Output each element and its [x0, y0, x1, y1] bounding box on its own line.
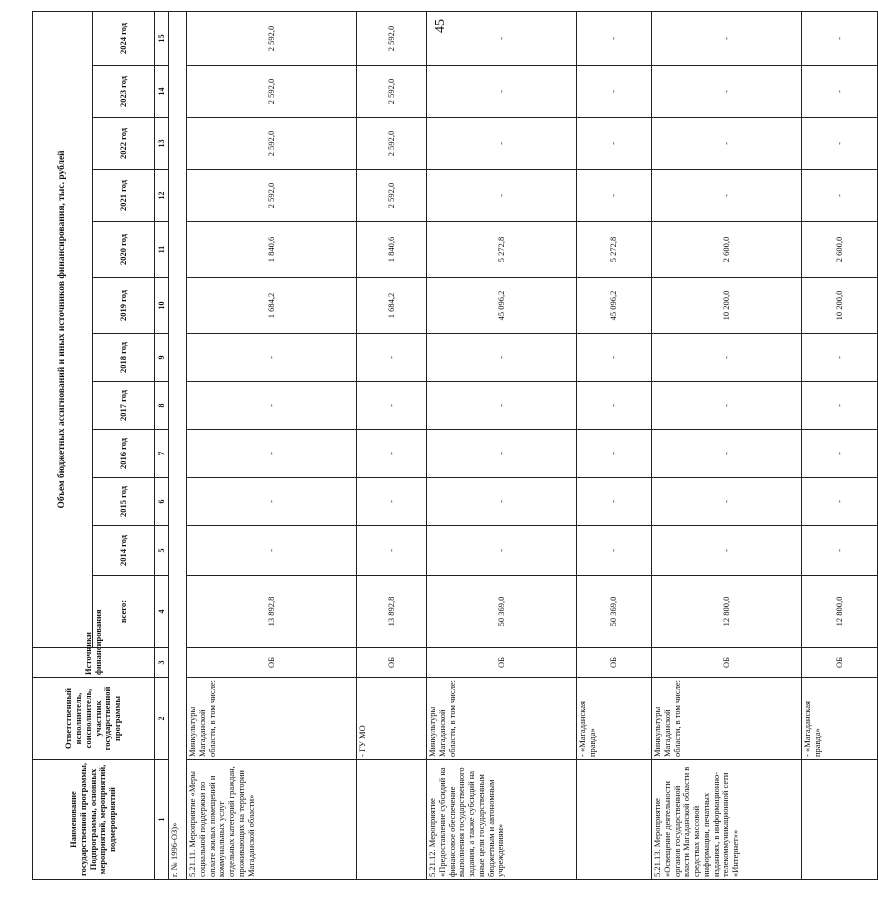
column-number: 5	[155, 526, 169, 576]
cell-year-value: -	[802, 478, 878, 526]
cell-year-value: 2 592,0	[187, 11, 357, 65]
cell-year-value: -	[802, 382, 878, 430]
column-number: 9	[155, 334, 169, 382]
column-number: 13	[155, 118, 169, 170]
header-year: 2020 год	[93, 222, 155, 278]
cell-year-value: -	[802, 11, 878, 65]
cell-responsible: - ГУ МО	[357, 678, 427, 760]
header-total: всего:	[93, 576, 155, 648]
cell-year-value: -	[577, 66, 652, 118]
cell-year-value: -	[357, 526, 427, 576]
cell-year-value: -	[427, 11, 577, 65]
cell-source: ОБ	[802, 648, 878, 678]
cell-year-value: 2 592,0	[357, 170, 427, 222]
cell-source: ОБ	[187, 648, 357, 678]
cell-year-value: -	[802, 334, 878, 382]
cell-year-value: -	[187, 334, 357, 382]
column-number: 11	[155, 222, 169, 278]
column-number: 8	[155, 382, 169, 430]
column-number: 2	[155, 678, 169, 760]
cell-name: 5.21.11. Мероприятие «Меры социальной поддержки по оплате жилых помещений и коммунальных услуг отдельных категорий граждан, проживающих на территории Магаданской области»	[187, 760, 357, 880]
cell-year-value: 2 592,0	[187, 118, 357, 170]
cell-responsible: Минкультуры Магаданской области, в том числе:	[187, 678, 357, 760]
column-number: 7	[155, 430, 169, 478]
cell-year-value: -	[357, 478, 427, 526]
cell-year-value: 5 272,8	[577, 222, 652, 278]
header-year: 2017 год	[93, 382, 155, 430]
cell-year-value: 1 684,2	[187, 278, 357, 334]
header-year: 2023 год	[93, 66, 155, 118]
cell-year-value: 2 592,0	[357, 118, 427, 170]
cell-year-value: -	[427, 334, 577, 382]
cell-year-value: 5 272,8	[427, 222, 577, 278]
cell-year-value: 2 600,0	[802, 222, 878, 278]
cell-name: 5.21.13. Мероприятие «Освещение деятельности органов государственной власти Магаданской области в средствах массовой информации, печатных изданиях, в информационно-телекоммуникационной сети «Интернет»»	[652, 760, 802, 880]
cell-year-value: 2 592,0	[187, 66, 357, 118]
cell-year-value: 2 592,0	[357, 66, 427, 118]
cell-year-value: -	[577, 382, 652, 430]
header-year: 2022 год	[93, 118, 155, 170]
cell-year-value: -	[652, 11, 802, 65]
rotated-table-container	[32, 12, 844, 880]
cell-year-value: -	[652, 430, 802, 478]
header-name: Наименование государственной программы, Подпрограммы, основных мероприятий, мероприятий, подмероприятий	[33, 760, 155, 880]
column-number: 14	[155, 66, 169, 118]
cell-year-value: -	[802, 118, 878, 170]
cell-year-value: 1 684,2	[357, 278, 427, 334]
header-source: Источники финансирования	[33, 648, 155, 678]
cell-year-value: -	[652, 334, 802, 382]
header-year: 2015 год	[93, 478, 155, 526]
column-number: 1	[155, 760, 169, 880]
cell-year-value: -	[427, 118, 577, 170]
cell-source: ОБ	[577, 648, 652, 678]
cell-year-value: -	[652, 382, 802, 430]
cell-name: 5.21.12. Мероприятие «Предоставление субсидий на финансовое обеспечение выполнения государственного задания, а также субсидий на иные цели государственным бюджетным и автономным учреждениям»	[427, 760, 577, 880]
cell-year-value: -	[357, 382, 427, 430]
cell-year-value: 2 592,0	[357, 11, 427, 65]
cell-year-value: -	[802, 170, 878, 222]
header-year: 2024 год	[93, 11, 155, 65]
column-number: 6	[155, 478, 169, 526]
cell-responsible: - «Магаданская правда»	[577, 678, 652, 760]
cell-year-value: -	[652, 478, 802, 526]
cell-year-value: -	[652, 118, 802, 170]
column-number: 4	[155, 576, 169, 648]
cell-year-value: 45 096,2	[577, 278, 652, 334]
cell-year-value: -	[577, 334, 652, 382]
cell-year-value: -	[427, 66, 577, 118]
cell-total: 12 800,0	[802, 576, 878, 648]
cell-year-value: -	[187, 478, 357, 526]
cell-year-value: -	[577, 170, 652, 222]
cell-year-value: -	[427, 430, 577, 478]
cell-year-value: -	[802, 526, 878, 576]
cell-year-value: -	[577, 478, 652, 526]
cell-year-value: 1 840,6	[357, 222, 427, 278]
table-row	[357, 11, 427, 879]
table-row	[652, 11, 802, 879]
cell-year-value: -	[427, 382, 577, 430]
table-row	[802, 11, 878, 879]
cell-total: 13 892,8	[187, 576, 357, 648]
cell-year-value: -	[427, 170, 577, 222]
cell-year-value: -	[652, 170, 802, 222]
cell-year-value: -	[357, 430, 427, 478]
page-number: 45	[433, 19, 448, 33]
table-row	[187, 11, 357, 879]
cell-year-value: -	[577, 430, 652, 478]
header-year: 2016 год	[93, 430, 155, 478]
cell-year-value: 10 200,0	[652, 278, 802, 334]
cell-year-value: 1 840,6	[187, 222, 357, 278]
cell-total: 12 800,0	[652, 576, 802, 648]
column-number: 15	[155, 11, 169, 65]
cell-year-value: -	[577, 11, 652, 65]
header-year: 2014 год	[93, 526, 155, 576]
table-row	[427, 11, 577, 879]
header-year: 2021 год	[93, 170, 155, 222]
cell-year-value: -	[802, 66, 878, 118]
cell-year-value: -	[187, 430, 357, 478]
cell-responsible: Минкультуры Магаданской области, в том числе:	[652, 678, 802, 760]
header-responsible: Ответственный исполнитель, соисполнитель, участник государственной программы	[33, 678, 155, 760]
cell-year-value: -	[577, 118, 652, 170]
cell-year-value: -	[577, 526, 652, 576]
cell-year-value: -	[802, 430, 878, 478]
cell-year-value: -	[652, 526, 802, 576]
cell-responsible: - «Магаданская правда»	[802, 678, 878, 760]
cell-source: ОБ	[652, 648, 802, 678]
cell-total: 50 369,0	[577, 576, 652, 648]
cell-name	[577, 760, 652, 880]
cell-year-value: -	[187, 382, 357, 430]
cell-responsible: Минкультуры Магаданской области, в том числе:	[427, 678, 577, 760]
funding-table	[32, 11, 878, 880]
cell-name	[357, 760, 427, 880]
continuation-text: г. № 1996-ОЗ)»	[169, 11, 187, 879]
cell-total: 50 369,0	[427, 576, 577, 648]
cell-year-value: 2 592,0	[187, 170, 357, 222]
cell-source: ОБ	[357, 648, 427, 678]
table-row	[577, 11, 652, 879]
header-year: 2018 год	[93, 334, 155, 382]
header-year: 2019 год	[93, 278, 155, 334]
column-number: 3	[155, 648, 169, 678]
cell-year-value: -	[187, 526, 357, 576]
cell-year-value: 10 200,0	[802, 278, 878, 334]
cell-total: 13 892,8	[357, 576, 427, 648]
cell-year-value: 2 600,0	[652, 222, 802, 278]
cell-year-value: -	[427, 526, 577, 576]
cell-year-value: -	[427, 478, 577, 526]
cell-name	[802, 760, 878, 880]
column-number: 12	[155, 170, 169, 222]
cell-year-value: 45 096,2	[427, 278, 577, 334]
header-funding-group: Объем бюджетных ассигнований и иных источников финансирования, тыс. рублей	[33, 11, 93, 647]
cell-year-value: -	[652, 66, 802, 118]
cell-year-value: -	[357, 334, 427, 382]
cell-source: ОБ	[427, 648, 577, 678]
column-number: 10	[155, 278, 169, 334]
